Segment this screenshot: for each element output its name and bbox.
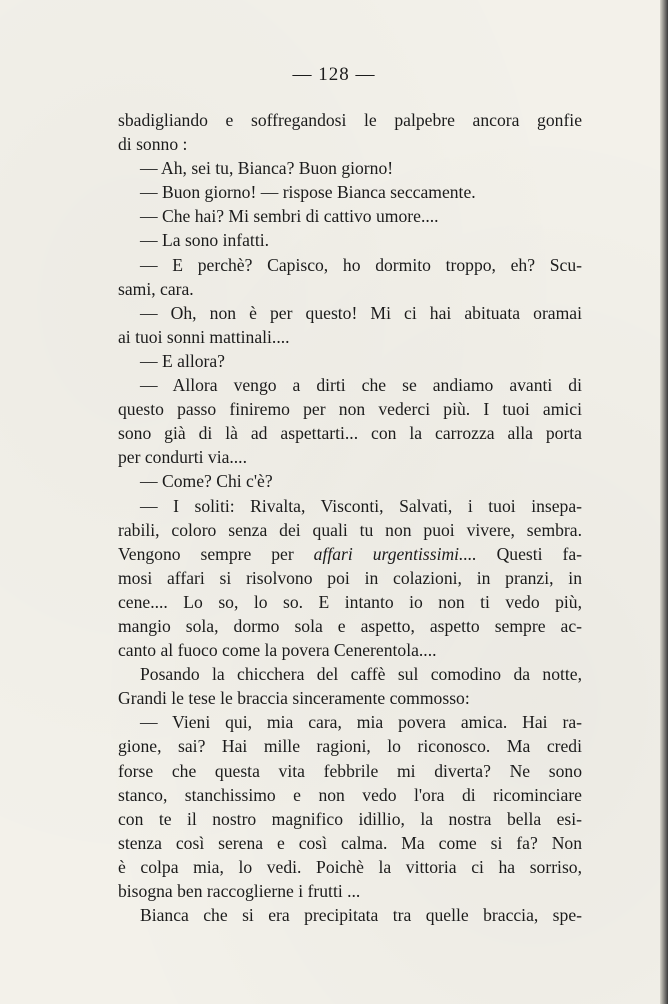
text-line-content: Grandi le tese le braccia sinceramente commosso:: [118, 688, 470, 709]
text-line-content: sono già di là ad aspettarti... con la carrozza alla porta: [118, 423, 582, 444]
text-line: [118, 710, 582, 734]
text-line: [118, 373, 582, 397]
text-line: [118, 180, 582, 204]
text-line-content: — E perchè? Capisco, ho dormito troppo, eh? Scu-: [140, 254, 582, 275]
text-line-content: con te il nostro magnifico idillio, la nostra bella esi-: [118, 808, 582, 829]
text-line: [118, 253, 582, 277]
text-line: [118, 662, 582, 686]
text-line: [118, 542, 582, 566]
text-line: [118, 614, 582, 638]
page-edge-shadow: [660, 0, 668, 1004]
text-line-content: canto al fuoco come la povera Cenerentola....: [118, 640, 437, 661]
text-line: [118, 759, 582, 783]
text-line-content: — Ah, sei tu, Bianca? Buon giorno!: [140, 158, 394, 179]
text-line: [118, 325, 582, 349]
text-line-content: — Oh, non è per questo! Mi ci hai abituata oramai: [140, 302, 582, 323]
text-line: [118, 807, 582, 831]
text-line: [118, 421, 582, 445]
text-line-content: sami, cara.: [118, 278, 194, 299]
text-line: [118, 494, 582, 518]
text-line: [118, 831, 582, 855]
text-line: [118, 277, 582, 301]
text-line-content: sbadigliando e soffregandosi le palpebre ancora gonfie: [118, 110, 582, 130]
page-number: — 128 —: [292, 64, 376, 85]
text-line-content: — E allora?: [140, 350, 225, 371]
text-line-content: — Buon giorno! — rispose Bianca seccamente.: [140, 182, 476, 203]
body-text: [118, 108, 582, 927]
text-line: [118, 855, 582, 879]
text-line: [118, 301, 582, 325]
text-line: [118, 879, 582, 903]
text-line-content: Posando la chicchera del caffè sul comodino da notte,: [140, 664, 582, 685]
text-line: [118, 228, 582, 252]
text-line-content: gione, sai? Hai mille ragioni, lo riconosco. Ma credi: [118, 736, 582, 757]
text-line-content: bisogna ben raccoglierne i frutti ...: [118, 881, 361, 901]
text-line-content: ai tuoi sonni mattinali....: [118, 326, 290, 347]
text-line-content: — Vieni qui, mia cara, mia povera amica. Hai ra-: [140, 712, 582, 733]
text-line-content: rabili, coloro senza dei quali tu non puoi vivere, sembra.: [118, 519, 582, 540]
text-line-content: — Come? Chi c'è?: [140, 471, 273, 492]
text-line: [118, 638, 582, 662]
text-line: [118, 734, 582, 758]
text-line: [118, 686, 582, 710]
text-line-content: Vengono sempre per: [118, 543, 314, 564]
text-line: [118, 566, 582, 590]
text-line-content: forse che questa vita febbrile mi diverta? Ne sono: [118, 760, 582, 781]
text-line: [118, 397, 582, 421]
text-line: [118, 783, 582, 807]
text-line-content: stanco, stanchissimo e non vedo l'ora di ricominciare: [118, 784, 582, 805]
text-line-content: mangio sola, dormo sola e aspetto, aspetto sempre ac-: [118, 615, 582, 636]
text-line: [118, 445, 582, 469]
text-line-content: — I soliti: Rivalta, Visconti, Salvati, i tuoi insepa-: [140, 495, 582, 516]
text-line: [118, 518, 582, 542]
text-line: [118, 469, 582, 493]
text-line: [118, 903, 582, 927]
text-line-content: — Allora vengo a dirti che se andiamo avanti di: [140, 375, 582, 396]
text-line-content: è colpa mia, lo vedi. Poichè la vittoria ci ha sorriso,: [118, 856, 582, 877]
italic-phrase: affari urgentissimi....: [313, 543, 477, 564]
text-line-content: Bianca che si era precipitata tra quelle braccia, spe-: [140, 905, 582, 926]
text-line-content: — Che hai? Mi sembri di cattivo umore....: [140, 206, 439, 227]
text-line-content: di sonno :: [118, 134, 188, 155]
text-line-continuation: Questi fa-: [476, 543, 583, 564]
text-line: [118, 204, 582, 228]
text-line: [118, 349, 582, 373]
text-line-content: stenza così serena e così calma. Ma come si fa? Non: [118, 832, 582, 853]
text-line: [118, 132, 582, 156]
text-line: [118, 108, 582, 132]
text-line: [118, 590, 582, 614]
text-line-content: cene.... Lo so, lo so. E intanto io non ti vedo più,: [118, 591, 582, 612]
text-line-content: mosi affari si risolvono poi in colazioni, in pranzi, in: [118, 567, 582, 588]
text-line: [118, 156, 582, 180]
text-line-content: — La sono infatti.: [140, 230, 269, 251]
text-line-content: per condurti via....: [118, 447, 247, 468]
text-line-content: questo passo finiremo per non vederci più. I tuoi amici: [118, 399, 582, 420]
